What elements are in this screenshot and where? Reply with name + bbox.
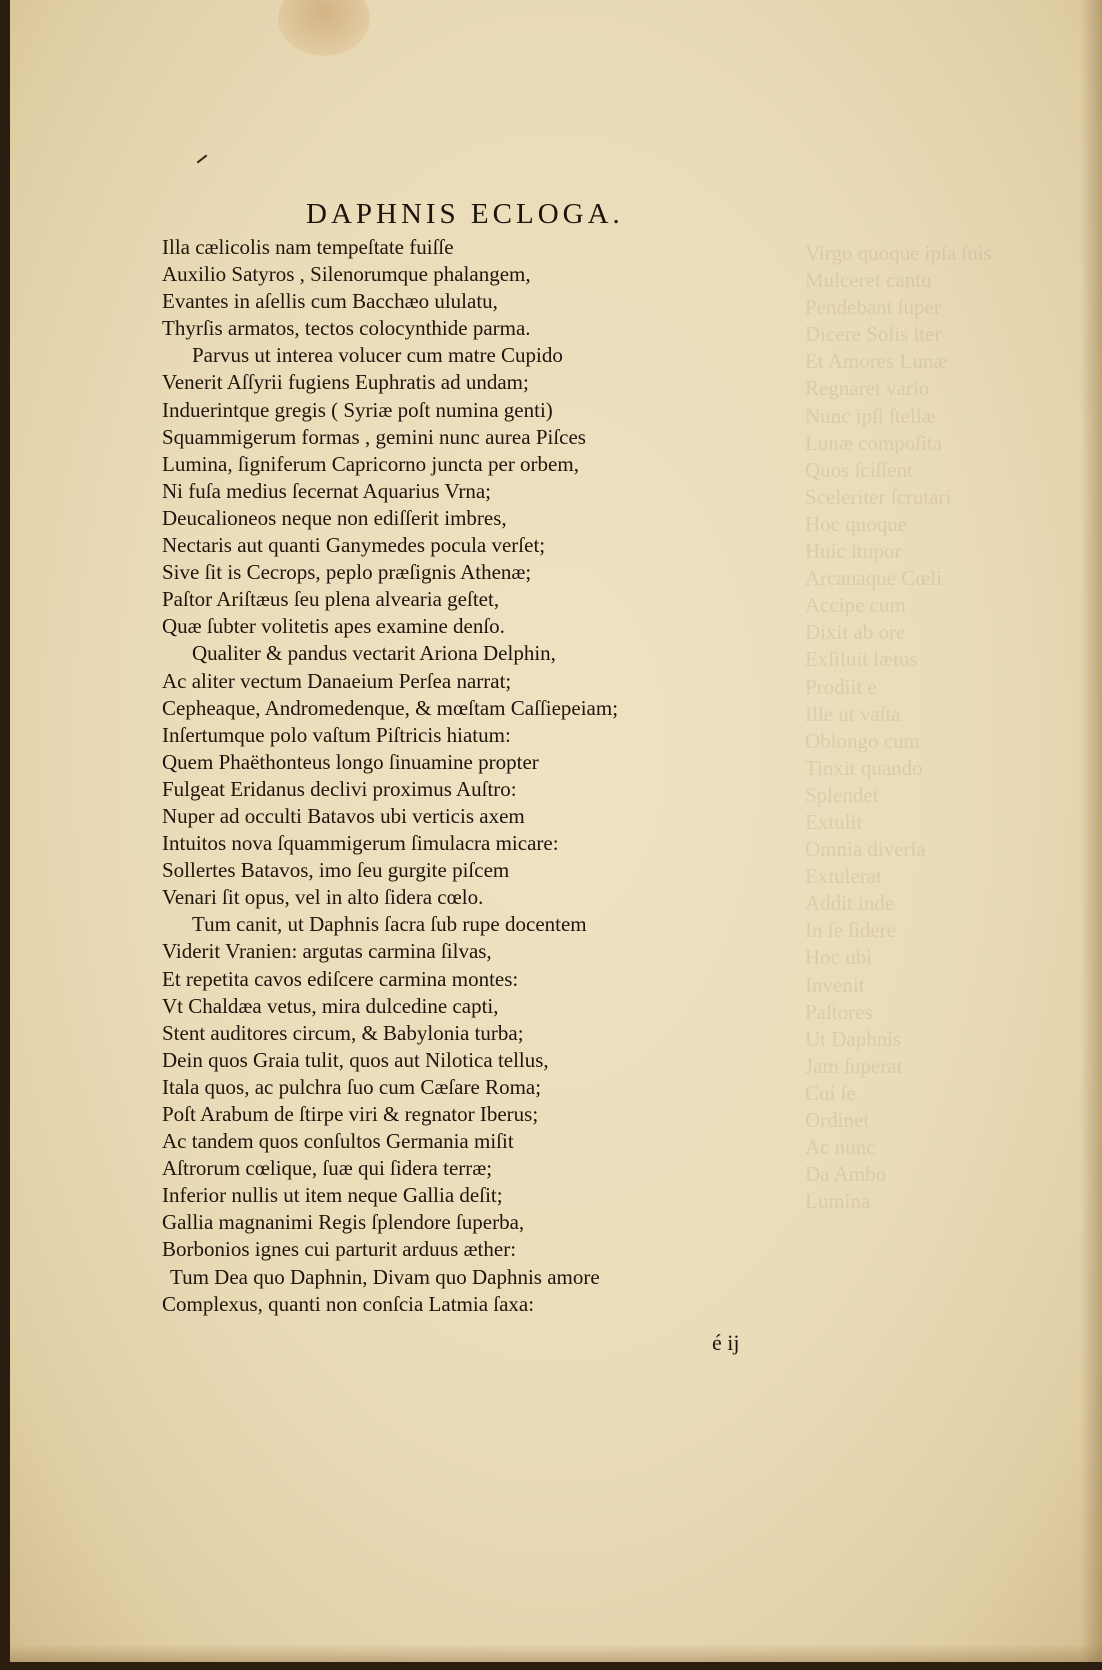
verse-line: Ac aliter vectum Danaeium Perſea narrat; [162, 668, 512, 693]
verse-line: Vt Chaldæa vetus, mira dulcedine capti, [162, 993, 499, 1018]
verse-line: Poſt Arabum de ſtirpe viri & regnator Iberus; [162, 1102, 539, 1126]
page-edge-shadow [1080, 0, 1102, 1662]
verse-line: Qualiter & pandus vectarit Ariona Delphin, [192, 641, 556, 666]
verse-line: Quæ ſubter volitetis apes examine denſo. [162, 614, 505, 639]
verse-line: Borbonios ignes cui parturit arduus æther: [162, 1237, 517, 1262]
verse-line: Parvus ut interea volucer cum matre Cupido [192, 343, 563, 368]
verse-line: Quem Phaëthonteus longo ſinuamine propter [162, 749, 539, 774]
verse-line: Sollertes Batavos, imo ſeu gurgite piſcem [162, 858, 510, 883]
verse-line: Tum canit, ut Daphnis ſacra ſub rupe docentem [192, 912, 587, 937]
water-stain [278, 0, 370, 56]
verse-line: Fulgeat Eridanus declivi proximus Auſtro: [162, 776, 517, 801]
book-page [10, 0, 1102, 1662]
verse-line: Stent auditores circum, & Babylonia turba; [162, 1020, 524, 1045]
verse-line: Squammigerum formas , gemini nunc aurea Piſces [162, 424, 586, 449]
verse-line: Induerintque gregis ( Syriæ poſt numina genti) [162, 397, 553, 422]
verse-line: Complexus, quanti non conſcia Latmia ſaxa: [162, 1291, 535, 1316]
verse-line: Inſertumque polo vaſtum Piſtricis hiatum: [162, 722, 511, 747]
verse-line: Paſtor Ariſtæus ſeu plena alvearia geſtet, [162, 587, 500, 612]
verse-line: Et repetita cavos ediſcere carmina montes: [162, 966, 519, 991]
verse-line: Auxilio Satyros , Silenorumque phalangem, [162, 262, 531, 287]
verse-line: Nectaris aut quanti Ganymedes pocula verſet; [162, 533, 546, 558]
verse-line: Viderit Vranien: argutas carmina ſilvas, [162, 939, 492, 964]
verse-line: Aſtrorum cœlique, ſuæ qui ſidera terræ; [162, 1156, 493, 1181]
verse-line: Deucalioneos neque non ediſſerit imbres, [162, 505, 507, 530]
verse-line: Venari ſit opus, vel in alto ſidera cœlo. [162, 885, 484, 910]
verse-line: Evantes in aſellis cum Bacchæo ululatu, [162, 289, 498, 314]
page-title: DAPHNIS ECLOGA. [306, 198, 624, 230]
verse-line: Ni fuſa medius ſecernat Aquarius Vrna; [162, 478, 492, 503]
poem-text [162, 234, 742, 1318]
verse-line: Lumina, ſigniferum Capricorno juncta per orbem, [162, 451, 579, 476]
verse-line: Nuper ad occulti Batavos ubi verticis axem [162, 803, 525, 828]
verse-line: Sive ſit is Cecrops, peplo præſignis Athenæ; [162, 560, 532, 585]
verse-line: Inferior nullis ut item neque Gallia deſit; [162, 1183, 503, 1208]
verse-line: Venerit Aſſyrii fugiens Euphratis ad undam; [162, 370, 529, 395]
ink-mark [197, 155, 208, 164]
verse-line: Ac tandem quos conſultos Germania miſit [162, 1129, 514, 1154]
verse-line: Gallia magnanimi Regis ſplendore ſuperba, [162, 1210, 525, 1235]
show-through-text: Virgo quoque ipſa ſuis Mulceret cantu Pendebant ſuper Dicere Solis iter Et Amores Lunæ Regnaret vario Nunc ipſi ſtellæ Lunæ compoſita Quos ſciſſent Sceleriter ſcrutari Hoc quoque Huic ſtupor Arcanaque Cœli Accipe cum Dixit ab ore Exſiluit lætus Prodiit e Ille ut vaſta Oblongo cum Tinxit quando Splendet Extulit Omnia diverſa Extulerat Addit inde In ſe ſidere Hoc ubi Invenit Paſtores Ut Daphnis Jam ſuperat Cui ſe Ordinet Ac nunc Da Ambo Lumina [805, 241, 992, 1214]
verse-line: Intuitos nova ſquammigerum ſimulacra micare: [162, 831, 559, 856]
verse-line: Itala quos, ac pulchra ſuo cum Cæſare Roma; [162, 1074, 542, 1099]
verse-line: Illa cælicolis nam tempeſtate fuiſſe [162, 235, 454, 259]
verse-line: Thyrſis armatos, tectos colocynthide parma. [162, 316, 531, 341]
verse-line: Cepheaque, Andromedenque, & mœſtam Caſſiepeiam; [162, 695, 619, 720]
page-bottom-shadow [10, 1644, 1102, 1662]
signature-mark: é ij [712, 1330, 740, 1355]
verse-line: Tum Dea quo Daphnin, Divam quo Daphnis amore [170, 1264, 600, 1289]
verse-line: Dein quos Graia tulit, quos aut Nilotica tellus, [162, 1047, 549, 1072]
